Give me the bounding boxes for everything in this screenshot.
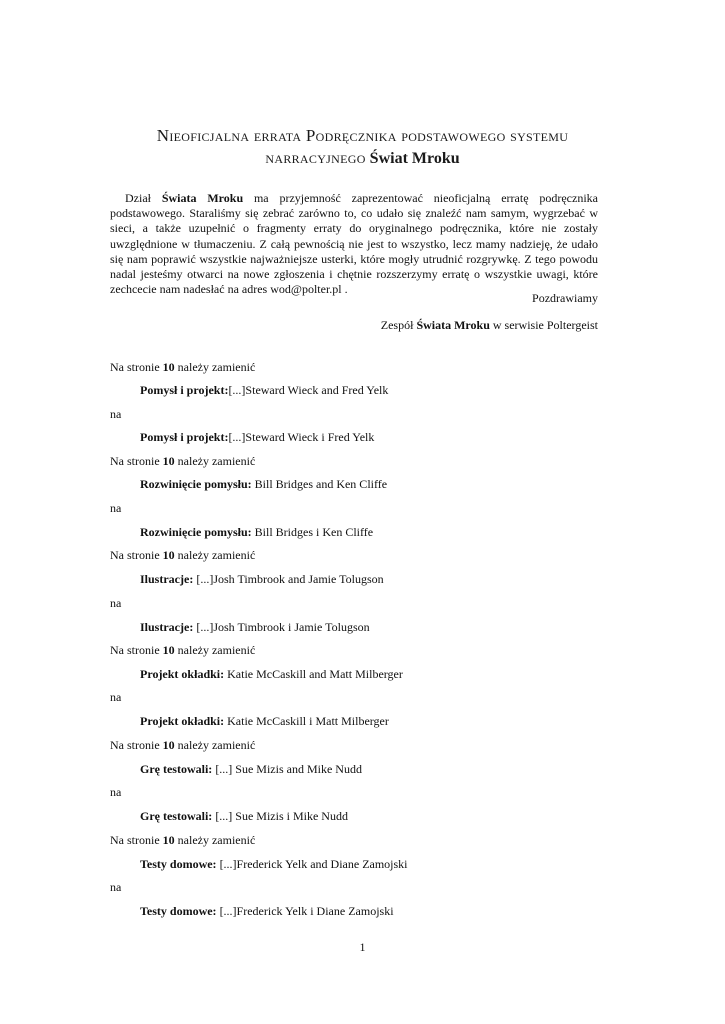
correction-new-text: Bill Bridges i Ken Cliffe	[251, 525, 374, 539]
correction-new	[140, 714, 389, 729]
correction-header	[110, 548, 255, 563]
page-number: 1	[359, 940, 366, 954]
correction-label: Rozwinięcie pomysłu:	[140, 525, 252, 539]
correction-new-text: [...]Frederick Yelk i Diane Zamojski	[216, 904, 394, 918]
title-line-2	[100, 147, 625, 170]
title-game-name: Świat Mroku	[369, 150, 460, 167]
correction-old	[140, 667, 403, 682]
correction-label: Projekt okładki:	[140, 667, 225, 681]
correction-suffix: należy zamienić	[174, 738, 256, 752]
title-line-1: Nieoficjalna errata Podręcznika podstawowego systemu	[156, 126, 569, 145]
correction-suffix: należy zamienić	[174, 360, 256, 374]
correction-page: 10	[162, 738, 175, 752]
correction-label: Ilustracje:	[140, 620, 194, 634]
title-line-2-smallcaps: narracyjnego	[265, 148, 366, 167]
correction-new-text: [...]Josh Timbrook i Jamie Tolugson	[193, 620, 370, 634]
correction-page: 10	[162, 643, 175, 657]
correction-old-text: [...] Sue Mizis and Mike Nudd	[212, 762, 362, 776]
correction-page: 10	[162, 454, 175, 468]
team-suffix: w serwisie Poltergeist	[489, 318, 598, 332]
connector-na: na	[110, 785, 122, 799]
correction-old	[140, 572, 384, 587]
correction-new	[140, 904, 394, 919]
correction-prefix: Na stronie	[110, 738, 163, 752]
connector-na: na	[110, 690, 122, 704]
correction-new	[140, 525, 373, 540]
correction-new	[140, 809, 348, 824]
correction-old-text: Katie McCaskill and Matt Milberger	[224, 667, 403, 681]
correction-old	[140, 762, 362, 777]
correction-prefix: Na stronie	[110, 833, 163, 847]
correction-prefix: Na stronie	[110, 548, 163, 562]
correction-header	[110, 360, 255, 375]
team-signature	[381, 318, 598, 333]
correction-label: Testy domowe:	[140, 857, 217, 871]
team-prefix: Zespół	[380, 318, 417, 332]
document-title	[100, 125, 625, 170]
correction-new	[140, 430, 374, 445]
correction-suffix: należy zamienić	[174, 833, 256, 847]
correction-header	[110, 833, 255, 848]
connector-na: na	[110, 407, 122, 421]
correction-new-text: Katie McCaskill i Matt Milberger	[224, 714, 389, 728]
correction-prefix: Na stronie	[110, 360, 163, 374]
correction-label: Rozwinięcie pomysłu:	[140, 477, 252, 491]
connector-na: na	[110, 501, 122, 515]
intro-prefix: Dział	[125, 191, 162, 205]
correction-header	[110, 738, 255, 753]
team-bold: Świata Mroku	[416, 318, 490, 332]
correction-label: Pomysł i projekt:	[140, 383, 229, 397]
correction-label: Pomysł i projekt:	[140, 430, 229, 444]
correction-prefix: Na stronie	[110, 454, 163, 468]
correction-page: 10	[162, 833, 175, 847]
connector-na: na	[110, 880, 122, 894]
correction-old	[140, 383, 388, 398]
correction-suffix: należy zamienić	[174, 454, 256, 468]
greeting: Pozdrawiamy	[532, 291, 598, 305]
correction-old-text: Bill Bridges and Ken Cliffe	[251, 477, 388, 491]
correction-new-text: [...] Sue Mizis i Mike Nudd	[212, 809, 348, 823]
intro-text: ma przyjemność zaprezentować nieoficjalną erratę podręcznika podstawowego. Staraliśmy się zebrać zarówno to, co udało się znaleźć nam samym, wygrzebać w sieci, a także uzupełnić o fragmenty erraty do oryginalnego podręcznika, które nie zostały uwzględnione w tłumaczeniu. Z całą pewnością nie jest to wszystko, lecz mamy nadzieję, że udało się nam poprawić wszystkie najważniejsze usterki, które mogły utrudnić rozgrywkę. Z tego powodu nadal jesteśmy otwarci na nowe zgłoszenia i chętnie rozszerzymy erratę o wszystkie uwagi, które zechcecie nam nadesłać na adres wod@polter.pl .	[110, 191, 598, 297]
correction-header	[110, 643, 255, 658]
intro-paragraph	[110, 191, 598, 297]
correction-suffix: należy zamienić	[174, 643, 256, 657]
correction-old-text: [...]Josh Timbrook and Jamie Tolugson	[193, 572, 384, 586]
correction-old	[140, 477, 387, 492]
correction-label: Projekt okładki:	[140, 714, 225, 728]
correction-page: 10	[162, 360, 175, 374]
correction-new-text: [...]Steward Wieck i Fred Yelk	[228, 430, 375, 444]
correction-label: Grę testowali:	[140, 762, 213, 776]
correction-page: 10	[162, 548, 175, 562]
correction-suffix: należy zamienić	[174, 548, 256, 562]
correction-label: Ilustracje:	[140, 572, 194, 586]
correction-label: Grę testowali:	[140, 809, 213, 823]
correction-old-text: [...]Steward Wieck and Fred Yelk	[228, 383, 389, 397]
correction-old-text: [...]Frederick Yelk and Diane Zamojski	[216, 857, 408, 871]
correction-prefix: Na stronie	[110, 643, 163, 657]
correction-header	[110, 454, 255, 469]
intro-bold-name: Świata Mroku	[161, 191, 244, 205]
correction-old	[140, 857, 408, 872]
correction-new	[140, 620, 370, 635]
connector-na: na	[110, 596, 122, 610]
correction-label: Testy domowe:	[140, 904, 217, 918]
